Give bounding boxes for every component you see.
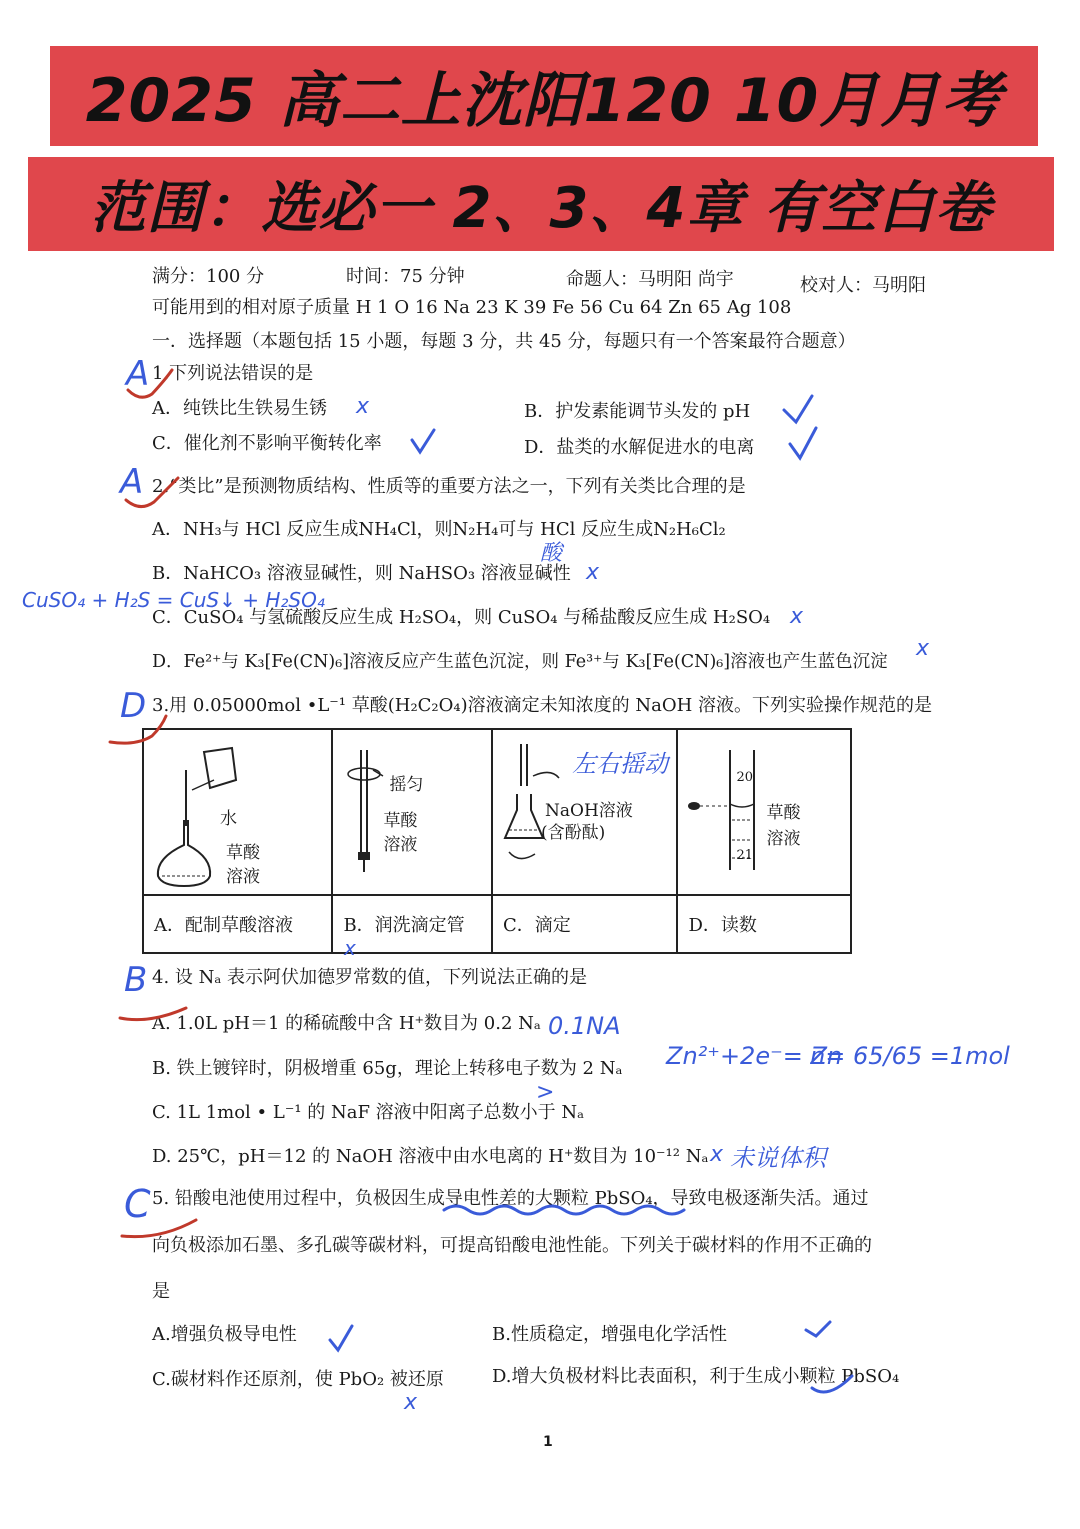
hw-answer-q5: C bbox=[124, 1182, 151, 1226]
atomic-masses: 可能用到的相对原子质量 H 1 O 16 Na 23 K 39 Fe 56 Cu 64 Zn 65 Ag 108 bbox=[152, 297, 792, 318]
hw-acid-note: 酸 bbox=[540, 541, 563, 566]
subtitle-banner bbox=[28, 157, 1054, 251]
hw-cross-q2c: x bbox=[790, 604, 804, 629]
page-number: 1 bbox=[543, 1434, 553, 1450]
fig-a-water-label: 水 bbox=[220, 809, 237, 829]
hw-n-equation: n= 65/65 =1mol bbox=[810, 1042, 1010, 1070]
hw-cross-q1a: x bbox=[356, 394, 370, 419]
fig-d-mark-20: 20 bbox=[736, 770, 754, 785]
figure-a-caption: A．配制草酸溶液 bbox=[143, 895, 332, 953]
title-banner bbox=[50, 46, 1038, 146]
lab-figure-table bbox=[142, 728, 852, 954]
q5-option-c: C.碳材料作还原剂，使 PbO₂ 被还原 bbox=[152, 1369, 444, 1390]
q1-stem: 1.下列说法错误的是 bbox=[152, 363, 314, 384]
q5-stem-line2: 向负极添加石墨、多孔碳等碳材料，可提高铅酸电池性能。下列关于碳材料的作用不正确的 bbox=[152, 1235, 872, 1256]
fig-a-oxalic-label: 草酸 bbox=[226, 843, 260, 863]
hw-answer-q4: B bbox=[124, 960, 148, 1000]
figure-b-caption: B．润洗滴定管 bbox=[332, 895, 492, 953]
hw-swirl-note: 左右摇动 bbox=[572, 750, 668, 778]
section-heading: 一．选择题（本题包括 15 小题，每题 3 分，共 45 分，每题只有一个答案最符合题意） bbox=[152, 331, 856, 352]
hw-zn-equation: Zn²⁺+2e⁻= Zn bbox=[666, 1042, 843, 1070]
q1-option-b: B．护发素能调节头发的 pH bbox=[524, 401, 751, 422]
time-info: 时间：75 分钟 bbox=[346, 266, 465, 287]
fig-b-shake-label: 摇匀 bbox=[389, 775, 424, 795]
reviewer-info: 校对人：马明阳 bbox=[800, 275, 926, 296]
author-info: 命题人：马明阳 尚宇 bbox=[566, 269, 734, 290]
fig-a-solution-label: 溶液 bbox=[226, 867, 260, 887]
hw-greater-than: > bbox=[536, 1080, 555, 1105]
title-line2: 范围：选必一 2、3、4章 有空白卷 bbox=[90, 176, 992, 241]
fig-b-solution-label: 溶液 bbox=[383, 835, 418, 855]
q2-option-a: A．NH₃与 HCl 反应生成NH₄Cl，则N₂H₄可与 HCl 反应生成N₂H₆Cl₂ bbox=[152, 519, 726, 540]
q3-stem: 3.用 0.05000mol •L⁻¹ 草酸(H₂C₂O₄)溶液滴定未知浓度的 NaOH 溶液。下列实验操作规范的是 bbox=[152, 695, 933, 716]
hw-no-volume-note: 未说体积 bbox=[730, 1144, 826, 1172]
figure-d-cell bbox=[677, 729, 851, 895]
fig-c-naoh-label: NaOH溶液 bbox=[545, 801, 633, 821]
q5-stem-line3: 是 bbox=[152, 1281, 170, 1302]
hw-cross-q2b: x bbox=[586, 560, 600, 585]
q2-option-c: C．CuSO₄ 与氢硫酸反应生成 H₂SO₄，则 CuSO₄ 与稀盐酸反应生成 H₂SO₄ bbox=[152, 607, 771, 628]
hw-na-value: 0.1NA bbox=[548, 1012, 621, 1040]
hw-answer-q1: A bbox=[126, 354, 150, 394]
q4-option-d: D. 25℃，pH＝12 的 NaOH 溶液中由水电离的 H⁺数目为 10⁻¹² Nₐ bbox=[152, 1146, 709, 1167]
figure-a-cell bbox=[143, 729, 332, 895]
q5-option-a: A.增强负极导电性 bbox=[152, 1324, 297, 1345]
burette-reading-figure bbox=[678, 730, 850, 896]
fig-d-solution-label: 溶液 bbox=[766, 829, 801, 849]
fig-c-indicator-label: (含酚酞) bbox=[541, 823, 606, 843]
q5-option-b: B.性质稳定，增强电化学活性 bbox=[492, 1324, 727, 1345]
check-q1c bbox=[412, 430, 434, 452]
q4-stem: 4. 设 Nₐ 表示阿伏加德罗常数的值，下列说法正确的是 bbox=[152, 967, 588, 988]
fig-d-mark-21: 21 bbox=[736, 848, 754, 863]
title-line1: 2025 高二上沈阳120 10月月考 bbox=[85, 66, 1003, 136]
fig-d-oxalic-label: 草酸 bbox=[766, 803, 801, 823]
q1-option-c: C．催化剂不影响平衡转化率 bbox=[152, 433, 382, 454]
q4-option-c: C. 1L 1mol • L⁻¹ 的 NaF 溶液中阳离子总数小于 Nₐ bbox=[152, 1102, 585, 1123]
q2-option-b: B．NaHCO₃ 溶液显碱性，则 NaHSO₃ 溶液显碱性 bbox=[152, 563, 571, 584]
q2-option-d: D．Fe²⁺与 K₃[Fe(CN)₆]溶液反应产生蓝色沉淀，则 Fe³⁺与 K₃[Fe(CN)₆]溶液也产生蓝色沉淀 bbox=[152, 652, 888, 672]
figure-d-caption: D．读数 bbox=[677, 895, 851, 953]
hw-cuso4-equation: CuSO₄ + H₂S = CuS↓ + H₂SO₄ bbox=[22, 588, 325, 612]
q5-stem-line1: 5. 铅酸电池使用过程中，负极因生成导电性差的大颗粒 PbSO₄，导致电极逐渐失活。通过 bbox=[152, 1188, 869, 1209]
q5-option-d: D.增大负极材料比表面积，利于生成小颗粒 PbSO₄ bbox=[492, 1366, 900, 1387]
figure-c-caption: C．滴定 bbox=[492, 895, 677, 953]
check-q1d bbox=[790, 428, 816, 458]
score-info: 满分：100 分 bbox=[152, 266, 265, 287]
q2-stem: 2.“类比”是预测物质结构、性质等的重要方法之一，下列有关类比合理的是 bbox=[152, 476, 746, 497]
q4-option-a: A. 1.0L pH＝1 的稀硫酸中含 H⁺数目为 0.2 Nₐ bbox=[152, 1013, 541, 1034]
fig-b-oxalic-label: 草酸 bbox=[383, 811, 418, 831]
figure-b-cell bbox=[332, 729, 492, 895]
hw-answer-q3: D bbox=[120, 686, 147, 726]
check-q1b bbox=[784, 396, 812, 422]
hw-cross-q5c: x bbox=[404, 1390, 418, 1415]
check-q5b bbox=[806, 1322, 830, 1336]
hw-answer-q2: A bbox=[120, 462, 144, 502]
hw-cross-q2d: x bbox=[916, 636, 930, 661]
check-q5a bbox=[330, 1326, 352, 1350]
hw-cross-q3b: x bbox=[344, 936, 356, 960]
q1-option-a: A．纯铁比生铁易生锈 bbox=[152, 398, 327, 419]
hw-cross-q4d: x bbox=[710, 1142, 724, 1167]
q1-option-d: D．盐类的水解促进水的电离 bbox=[524, 437, 755, 458]
q4-option-b: B. 铁上镀锌时，阴极增重 65g，理论上转移电子数为 2 Nₐ bbox=[152, 1058, 623, 1079]
